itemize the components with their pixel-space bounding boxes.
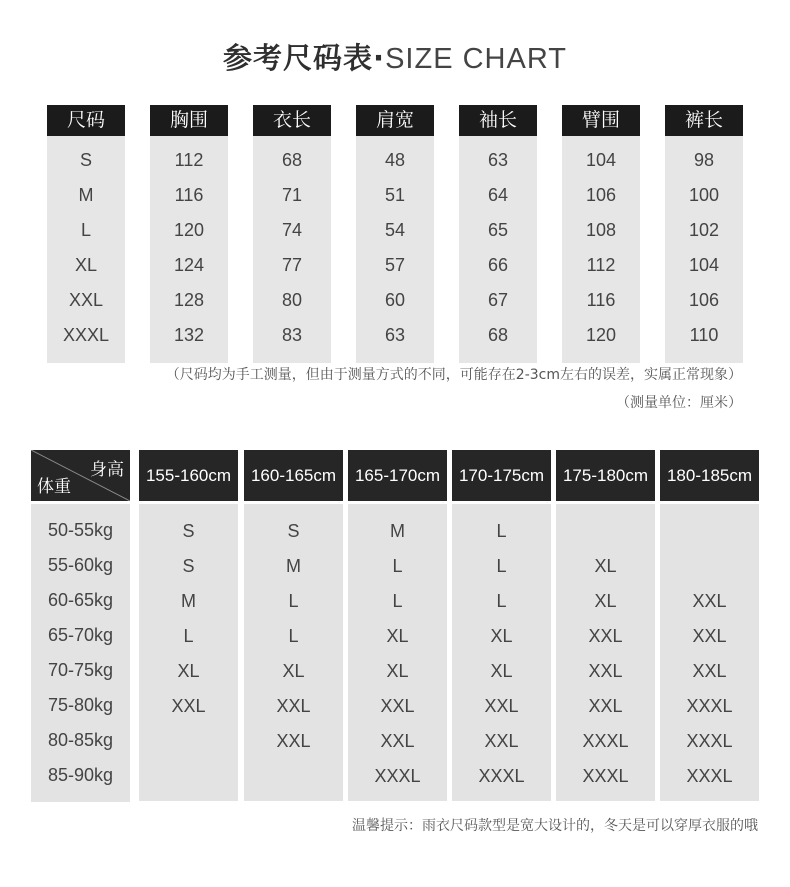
table-cell: 106 bbox=[585, 185, 617, 205]
col-header: 衣长 bbox=[253, 105, 331, 136]
table-cell: L bbox=[80, 220, 91, 240]
table-cell: M bbox=[390, 521, 405, 541]
table-cell: 98 bbox=[693, 150, 715, 170]
table-cell: XXL bbox=[484, 696, 519, 716]
table-cell bbox=[139, 759, 238, 794]
table-cell: S bbox=[182, 556, 195, 576]
size-col-sleeve bbox=[459, 105, 537, 363]
size-col-chest bbox=[150, 105, 228, 363]
table-cell: 51 bbox=[384, 185, 406, 205]
col-header: 胸围 bbox=[150, 105, 228, 136]
table-cell bbox=[556, 514, 655, 549]
weight-label: 体重 bbox=[37, 477, 71, 497]
table-cell: XL bbox=[282, 661, 305, 681]
table-cell: XXL bbox=[692, 626, 727, 646]
table-cell: 112 bbox=[586, 255, 616, 275]
col-header: 165-170cm bbox=[348, 450, 447, 501]
table-cell: XXL bbox=[588, 626, 623, 646]
size-col-arm bbox=[562, 105, 640, 363]
table-cell: M bbox=[286, 556, 301, 576]
table-cell: XXXL bbox=[686, 696, 733, 716]
table-cell: 116 bbox=[586, 290, 616, 310]
weight-cell: 65-70kg bbox=[47, 625, 114, 645]
table-cell: L bbox=[183, 626, 194, 646]
col-header: 160-165cm bbox=[244, 450, 343, 501]
table-cell: L bbox=[392, 591, 403, 611]
weight-column bbox=[31, 504, 130, 802]
table-cell: XL bbox=[490, 661, 513, 681]
col-header: 170-175cm bbox=[452, 450, 551, 501]
table-cell: XL bbox=[386, 661, 409, 681]
table-cell: M bbox=[78, 185, 94, 205]
weight-cell: 80-85kg bbox=[47, 730, 114, 750]
size-col-size bbox=[47, 105, 125, 363]
table-cell: 68 bbox=[281, 150, 303, 170]
table-cell: XXL bbox=[380, 696, 415, 716]
table-cell: XL bbox=[594, 556, 617, 576]
unit-note: （测量单位：厘米） bbox=[616, 395, 742, 411]
table-cell: 71 bbox=[281, 185, 303, 205]
table-cell: XXL bbox=[171, 696, 206, 716]
table-cell: XXL bbox=[692, 661, 727, 681]
table-cell: S bbox=[182, 521, 195, 541]
table-cell: 57 bbox=[384, 255, 406, 275]
col-header: 袖长 bbox=[459, 105, 537, 136]
weight-cell: 70-75kg bbox=[47, 660, 114, 680]
table-cell: 83 bbox=[281, 325, 303, 345]
table-cell: 77 bbox=[281, 255, 303, 275]
table-cell bbox=[660, 514, 759, 549]
table-cell: XXL bbox=[588, 661, 623, 681]
table-cell: 65 bbox=[487, 220, 509, 240]
height-label: 身高 bbox=[90, 460, 124, 480]
table-cell: XXL bbox=[692, 591, 727, 611]
table-cell: 108 bbox=[585, 220, 617, 240]
col-header: 180-185cm bbox=[660, 450, 759, 501]
table-cell: 66 bbox=[487, 255, 509, 275]
weight-cell: 75-80kg bbox=[47, 695, 114, 715]
table-cell: XXL bbox=[68, 290, 104, 310]
table-cell: L bbox=[496, 556, 507, 576]
table-cell: 80 bbox=[281, 290, 303, 310]
table-cell: XL bbox=[594, 591, 617, 611]
table-cell: L bbox=[496, 521, 507, 541]
col-header: 肩宽 bbox=[356, 105, 434, 136]
table-cell: 124 bbox=[173, 255, 205, 275]
table-cell: XXL bbox=[380, 731, 415, 751]
table-cell: 120 bbox=[585, 325, 617, 345]
table-cell bbox=[244, 759, 343, 794]
table-cell: 60 bbox=[384, 290, 406, 310]
size-col-pants bbox=[665, 105, 743, 363]
measurement-note: （尺码均为手工测量，但由于测量方式的不同，可能存在2-3cm左右的误差，实属正常现象） bbox=[165, 367, 742, 383]
table-cell: 116 bbox=[174, 185, 204, 205]
table-cell: S bbox=[79, 150, 92, 170]
table-cell: XL bbox=[490, 626, 513, 646]
table-cell: XXL bbox=[276, 731, 311, 751]
table-cell: XXXL bbox=[686, 731, 733, 751]
col-header: 裤长 bbox=[665, 105, 743, 136]
fit-col bbox=[556, 450, 655, 801]
table-cell: 64 bbox=[487, 185, 509, 205]
table-cell: 54 bbox=[384, 220, 406, 240]
page-title: 参考尺码表·SIZE CHART bbox=[223, 41, 567, 75]
weight-cell: 50-55kg bbox=[47, 520, 114, 540]
table-cell: M bbox=[181, 591, 196, 611]
table-cell: XL bbox=[74, 255, 98, 275]
table-cell: 104 bbox=[688, 255, 720, 275]
table-cell: L bbox=[392, 556, 403, 576]
table-cell: XXL bbox=[484, 731, 519, 751]
fit-col bbox=[244, 450, 343, 801]
table-cell: XL bbox=[177, 661, 200, 681]
table-cell: 106 bbox=[688, 290, 720, 310]
table-cell: 67 bbox=[487, 290, 509, 310]
table-cell bbox=[660, 549, 759, 584]
table-cell: 63 bbox=[487, 150, 509, 170]
table-cell: 120 bbox=[173, 220, 205, 240]
fit-col bbox=[139, 450, 238, 801]
table-cell: 128 bbox=[173, 290, 205, 310]
table-cell: 102 bbox=[688, 220, 720, 240]
table-cell: 68 bbox=[487, 325, 509, 345]
table-cell: 112 bbox=[174, 150, 204, 170]
table-cell: 100 bbox=[688, 185, 720, 205]
fit-col bbox=[452, 450, 551, 801]
table-cell: 104 bbox=[585, 150, 617, 170]
fit-col bbox=[660, 450, 759, 801]
table-cell: 63 bbox=[384, 325, 406, 345]
col-header: 175-180cm bbox=[556, 450, 655, 501]
table-cell: XXXL bbox=[374, 766, 421, 786]
table-cell: L bbox=[496, 591, 507, 611]
table-cell: XL bbox=[386, 626, 409, 646]
table-cell: XXXL bbox=[582, 766, 629, 786]
table-cell: 48 bbox=[384, 150, 406, 170]
table-cell: XXXL bbox=[686, 766, 733, 786]
table-cell: 74 bbox=[281, 220, 303, 240]
size-col-shoulder bbox=[356, 105, 434, 363]
table-cell: S bbox=[287, 521, 300, 541]
table-cell: XXXL bbox=[62, 325, 110, 345]
weight-cell: 60-65kg bbox=[47, 590, 114, 610]
table-cell bbox=[139, 724, 238, 759]
table-cell: XXXL bbox=[478, 766, 525, 786]
table-cell: 110 bbox=[689, 325, 719, 345]
col-header: 臂围 bbox=[562, 105, 640, 136]
corner-header bbox=[31, 450, 130, 501]
weight-cell: 55-60kg bbox=[47, 555, 114, 575]
warm-tip: 温馨提示：雨衣尺码款型是宽大设计的，冬天是可以穿厚衣服的哦 bbox=[352, 818, 758, 834]
table-cell: XXL bbox=[276, 696, 311, 716]
fit-col bbox=[348, 450, 447, 801]
table-cell: XXXL bbox=[582, 731, 629, 751]
col-header: 尺码 bbox=[47, 105, 125, 136]
table-cell: XXL bbox=[588, 696, 623, 716]
table-cell: L bbox=[288, 591, 299, 611]
table-cell: L bbox=[288, 626, 299, 646]
weight-cell: 85-90kg bbox=[47, 765, 114, 785]
size-col-length bbox=[253, 105, 331, 363]
table-cell: 132 bbox=[173, 325, 205, 345]
col-header: 155-160cm bbox=[139, 450, 238, 501]
